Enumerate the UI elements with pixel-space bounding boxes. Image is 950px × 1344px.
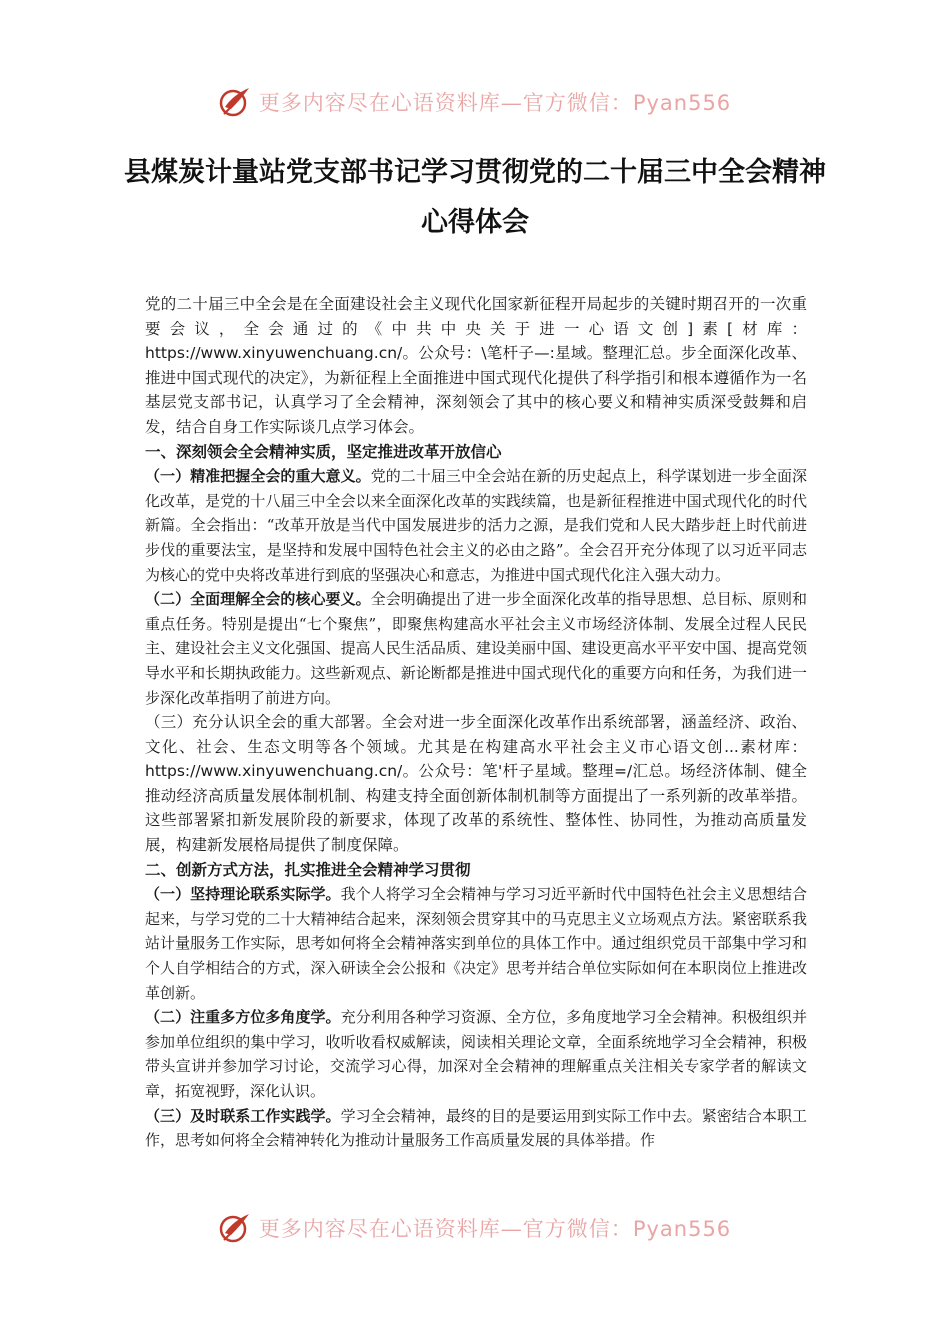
subheading: （一）坚持理论联系实际学。 bbox=[145, 885, 341, 904]
subheading: （二）全面理解全会的核心要义。 bbox=[145, 590, 371, 609]
section-heading-2: 二、创新方式方法，扎实推进全会精神学习贯彻 bbox=[145, 860, 471, 879]
section2-paragraph-1 bbox=[145, 882, 807, 1005]
subheading: （三）及时联系工作实践学。 bbox=[145, 1106, 341, 1125]
section1-paragraph-3: （三）充分认识全会的重大部署。全会对进一步全面深化改革作出系统部署，涵盖经济、政治、文化、社会、生态文明等各个领域。尤其是在构建高水平社会主义市心语文创...素材库：https://www.xinyuwenchuang.cn/。公众号：笔'杆子星域。整理=/汇总。场经济体制、健全推动经济高质量发展体制机制、构建支持全面创新体制机制等方面提出了一系列新的改革举措。这些部署紧扣新发展阶段的新要求，体现了改革的系统性、整体性、协同性，为推动高质量发展，构建新发展格局提供了制度保障。 bbox=[145, 713, 807, 855]
section-heading-1: 一、深刻领会全会精神实质，坚定推进改革开放信心 bbox=[145, 442, 502, 461]
header-banner bbox=[0, 82, 950, 122]
intro-paragraph: 党的二十届三中全会是在全面建设社会主义现代化国家新征程开局起步的关键时期召开的一次重要会议，全会通过的《中共中央关于进一心语文创]素[材库：https://www.xinyuwenchuang.cn/。公众号：\笔杆子—:星域。整理汇总。步全面深化改革、推进中国式现代的决定》，为新征程上全面推进中国式现代化提供了科学指引和根本遵循作为一名基层党支部书记，认真学习了全会精神，深刻领会了其中的核心要义和精神实质深受鼓舞和启发，结合自身工作实际谈几点学习体会。 bbox=[145, 295, 807, 436]
subheading: （一）精准把握全会的重大意义。 bbox=[145, 467, 371, 486]
footer-banner bbox=[0, 1208, 950, 1248]
paragraph-text: 充分利用各种学习资源、全方位，多角度地学习全会精神。积极组织并参加单位组织的集中学习，收听收看权威解读，阅读相关理论文章，全面系统地学习全会精神，积极带头宣讲并参加学习讨论，交流学习心得，加深对全会精神的理解重点关注相关专家学者的解读文章，拓宽视野，深化认识。 bbox=[145, 1008, 807, 1100]
banner-wechat-id: Pyan556 bbox=[632, 91, 732, 115]
subheading: （二）注重多方位多角度学。 bbox=[145, 1008, 341, 1027]
banner-wechat-id: Pyan556 bbox=[632, 1217, 732, 1241]
paragraph-text: 我个人将学习全会精神与学习习近平新时代中国特色社会主义思想结合起来，与学习党的二十大精神结合起来，深刻领会贯穿其中的马克思主义立场观点方法。紧密联系我站计量服务工作实际，思考如何将全会精神落实到单位的具体工作中。通过组织党员干部集中学习和个人自学相结合的方式，深入研读全会公报和《决定》思考并结合单位实际如何在本职岗位上推进改革创新。 bbox=[145, 885, 807, 1002]
section1-paragraph-2 bbox=[145, 587, 807, 710]
section2-paragraph-2 bbox=[145, 1005, 807, 1103]
section1-paragraph-1 bbox=[145, 464, 807, 587]
banner-text: 更多内容尽在心语资料库—官方微信：Pyan556 bbox=[258, 1217, 732, 1241]
paragraph-text: 学习全会精神，最终的目的是要运用到实际工作中去。紧密结合本职工作，思考如何将全会精神转化为推动计量服务工作高质量发展的具体举措。作 bbox=[145, 1106, 807, 1150]
banner-text: 更多内容尽在心语资料库—官方微信：Pyan556 bbox=[258, 91, 732, 115]
quill-logo-icon bbox=[219, 85, 253, 119]
paragraph-text: 党的二十届三中全会站在新的历史起点上，科学谋划进一步全面深化改革，是党的十八届三中全会以来全面深化改革的实践续篇，也是新征程推进中国式现代化的时代新篇。全会指出：“改革开放是当代中国发展进步的活力之源，是我们党和人民大踏步赶上时代前进步伐的重要法宝，是坚持和发展中国特色社会主义的必由之路”。全会召开充分体现了以习近平同志为核心的党中央将改革进行到底的坚强决心和意志，为推进中国式现代化注入强大动力。 bbox=[145, 467, 807, 584]
page-title: 县煤炭计量站党支部书记学习贯彻党的二十届三中全会精神心得体会 bbox=[124, 157, 826, 238]
paragraph-text: 全会明确提出了进一步全面深化改革的指导思想、总目标、原则和重点任务。特别是提出“七个聚焦”，即聚焦构建高水平社会主义市场经济体制、发展全过程人民民主、建设社会主义文化强国、提高人民生活品质、建设美丽中国、建设更高水平平安中国、提高党领导水平和长期执政能力。这些新观点、新论断都是推进中国式现代化的重要方向和任务，为我们进一步深化改革指明了前进方向。 bbox=[145, 590, 807, 707]
quill-logo-icon bbox=[219, 1211, 253, 1245]
section2-paragraph-3 bbox=[145, 1104, 807, 1153]
article-body bbox=[145, 292, 807, 1153]
